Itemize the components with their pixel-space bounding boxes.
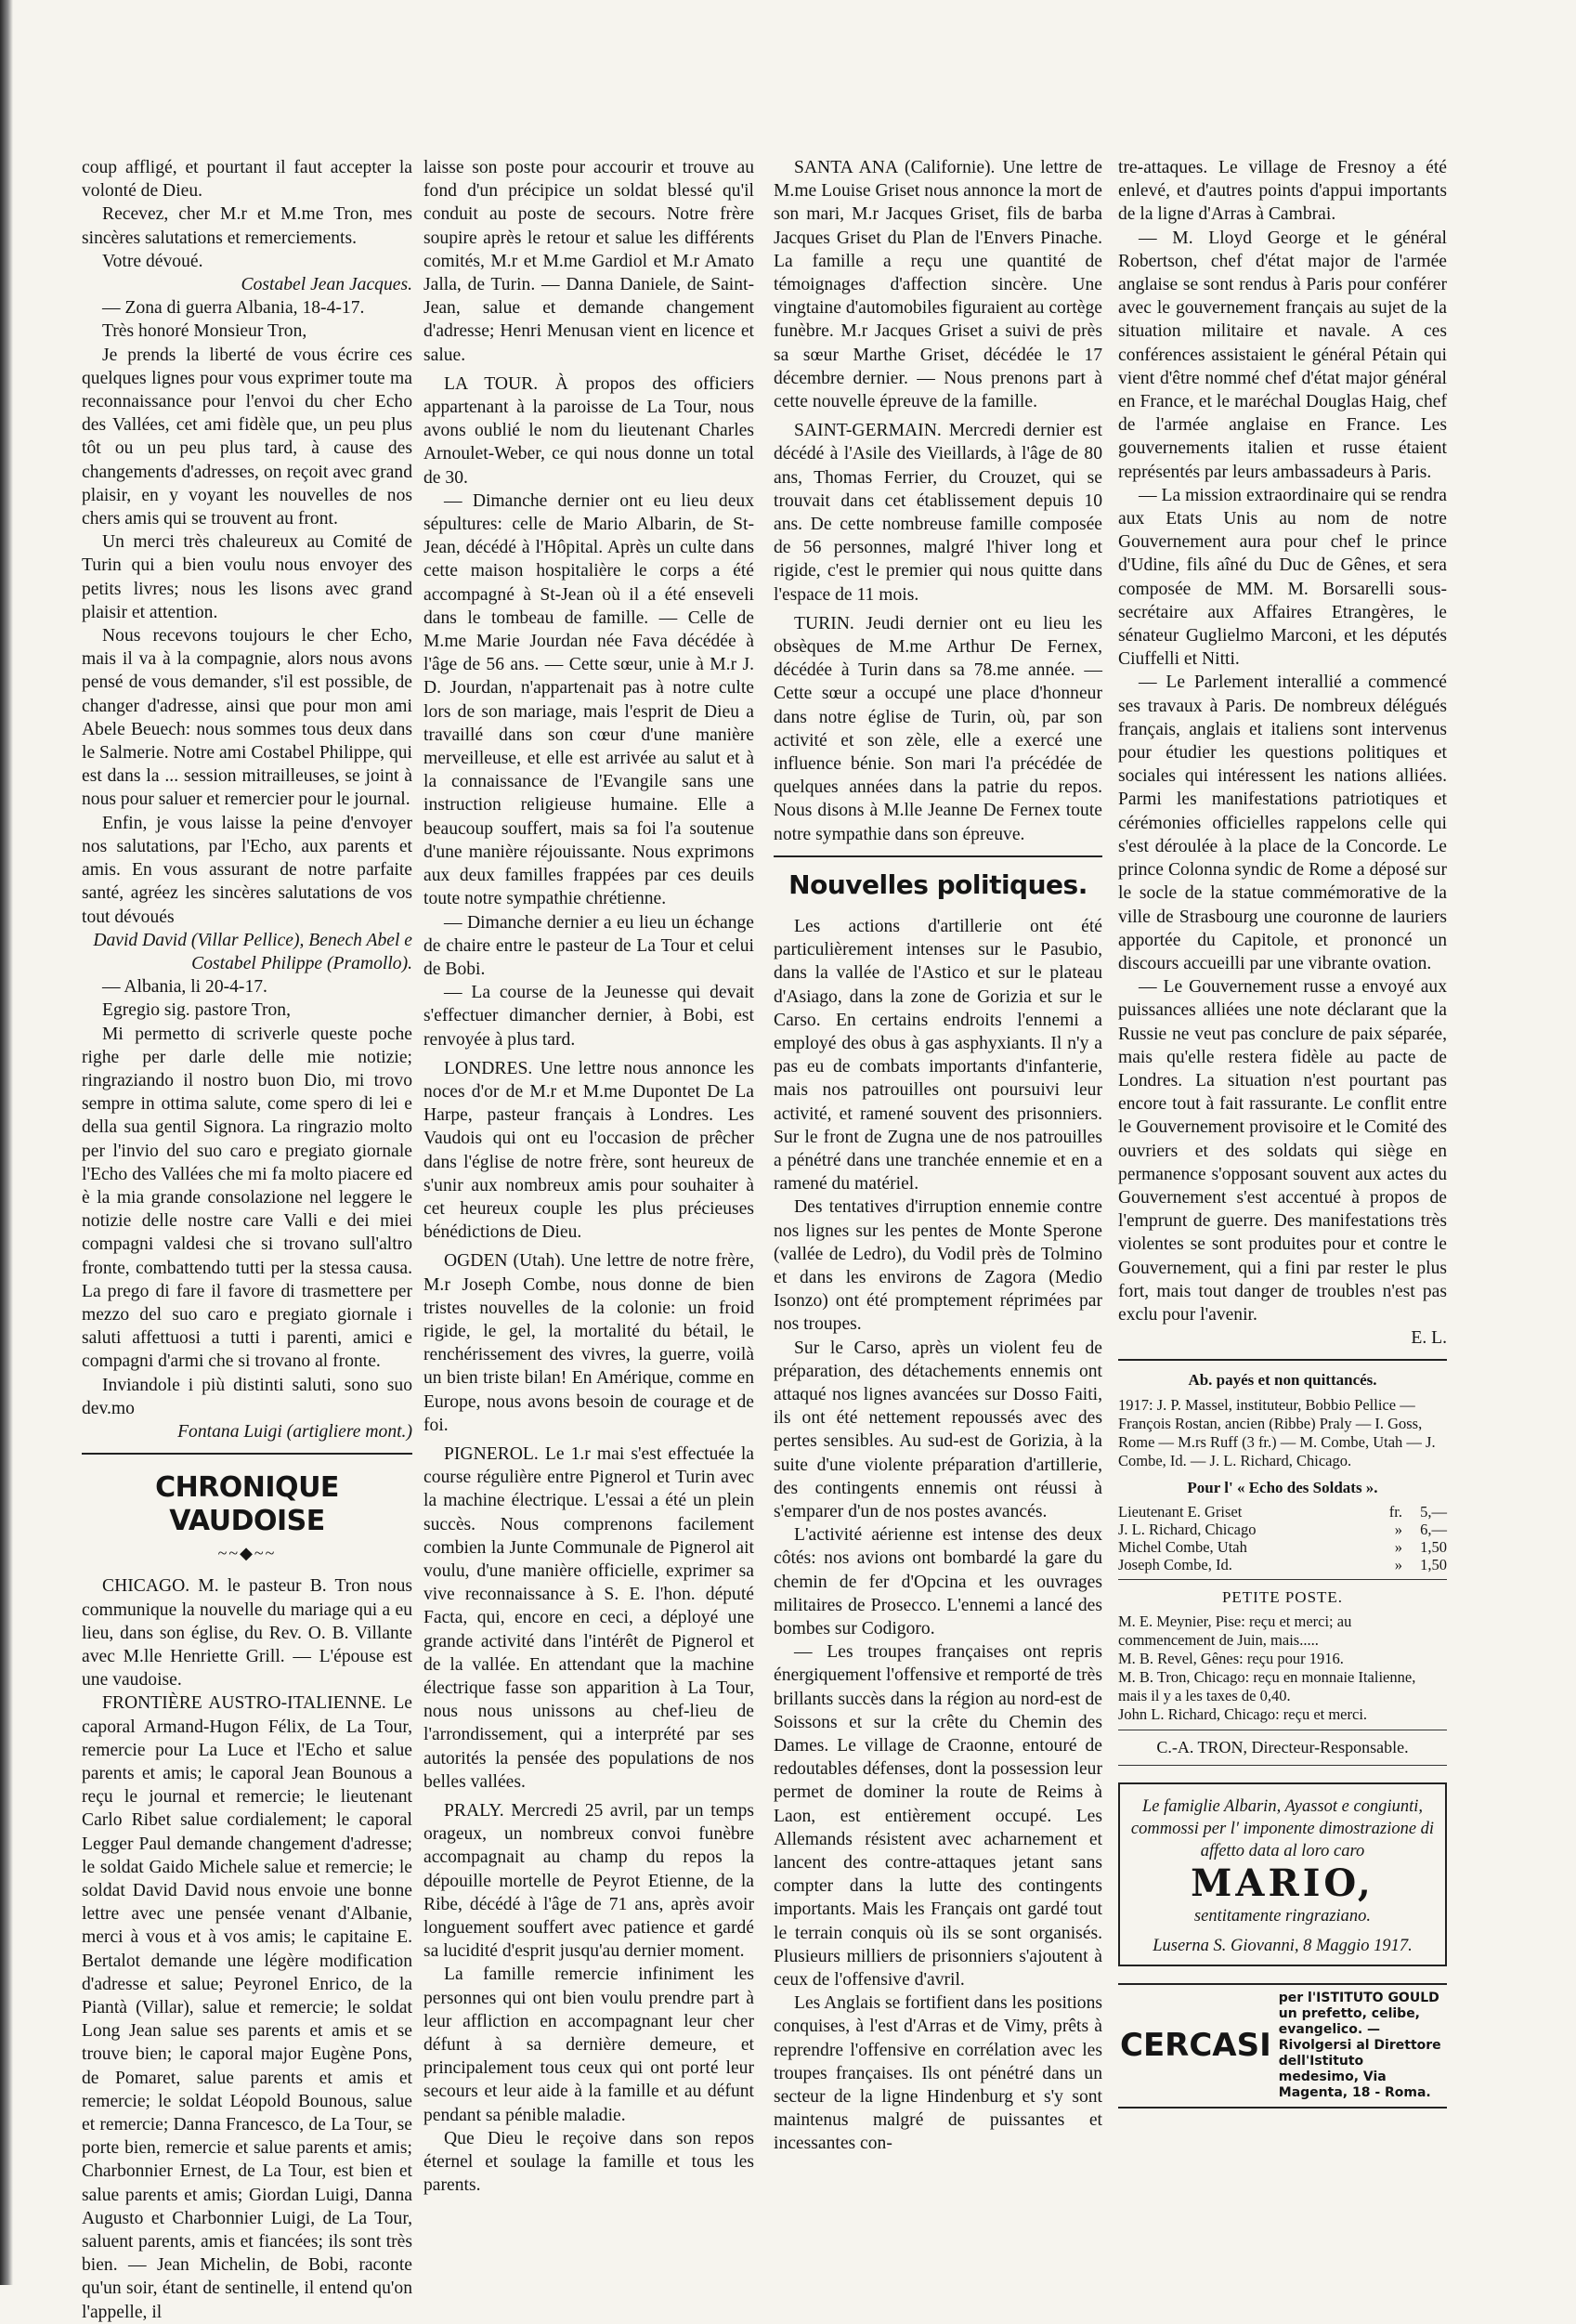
list-item: M. B. Tron, Chicago: reçu en monnaie Italienne, mais il y a les taxes de 0,40.: [1118, 1667, 1416, 1704]
signature: E. L.: [1411, 1328, 1447, 1349]
paragraph: Sur le Carso, après un violent feu de préparation, des détachements ennemis ont attaqué nos lignes avancées sur Dosso Faiti, ils ont été nettement repoussés avec des pertes sensibles. Au sud-est de Gorizia, à la suite d'une violente préparation d'artillerie, des contingents ennemis ont réussi à s'emparer d'un de nos postes avancés.: [774, 1338, 1102, 1521]
director-line: C.-A. TRON, Directeur-Responsable.: [1156, 1737, 1409, 1756]
paragraph: PIGNEROL. Le 1.r mai s'est effectuée la course régulière entre Pignerol et Turin avec la machine électrique. L'essai a été un plein succès. Nous comprenons facilement combien la Junte Communale de Pignerol ait voulu, d'une manière officielle, exprimer sa vive reconnaissance à S. E. l'hon. député Facta, qui, encore en ceci, a déployé une grande activité dans l'intérêt de Pignerol et de la vallée. En attendant que la machine électrique fasse son apparition à La Tour, nous nous unissons au chef-lieu de l'arrondissement, qui a interprété par ses autorités la pensée des populations de nos belles vallées.: [423, 1443, 754, 1792]
divider: [774, 855, 1102, 857]
column-3: [774, 156, 1102, 2156]
echo-soldats-heading: Pour l' « Echo des Soldats ».: [1187, 1478, 1378, 1496]
petite-poste-list: [1118, 1612, 1447, 1724]
cercasi-text: per l'ISTITUTO GOULD un prefetto, celibe, evangelico. — Rivolgersi al Direttore dell'Istituto medesimo, Via Magenta, 18 - Roma.: [1278, 1991, 1441, 2101]
paragraph: SAINT-GERMAIN. Mercredi dernier est décédé à l'Asile des Vieillards, à l'âge de 80 ans, Thomas Ferrier, du Crouzet, qui se trouvait dans cet établissement depuis 10 ans. De cette nombreuse famille composée de 56 personnes, malgré l'hiver long et rigide, c'est le premier qui nous quitte dans l'espace de 11 mois.: [774, 421, 1102, 605]
salutation: Très honoré Monsieur Tron,: [102, 321, 307, 342]
paragraph: — Le Parlement interallié a commencé ses travaux à Paris. De nombreux délégués français, anglais et italiens sont intervenus pour étudier les questions politiques et sociales qui intéressent les nations alliées. Parmi les manifestations patriotiques et cérémonies officielles rappelons celle qui s'est déroulée à la place de la Concorde. Le prince Colonna syndic de Rome a déposé sur le socle de la statue commémorative de la ville de Strasbourg une couronne de lauriers apportée du Capitole, et prononcé un discours accueilli par une vibrante ovation.: [1118, 672, 1447, 973]
subscriptions-list: 1917: J. P. Massel, instituteur, Bobbio Pellice — François Rostan, ancien (Ribbe) Praly — I. Goss, Rome — M.rs Ruff (3 fr.) — M. Combe, Utah — J. Combe, Id. — J. L. Richard, Chicago.: [1118, 1395, 1436, 1469]
page-edge-shadow: [0, 0, 13, 2285]
list-item: Joseph Combe, Id. » 1,50: [1118, 1555, 1447, 1573]
paragraph: CHICAGO. M. le pasteur B. Tron nous communique la nouvelle du mariage qui a eu lieu, dans son église, du Rev. O. B. Villante avec M.lle Henriette Grill. — L'épouse est une vaudoise.: [82, 1576, 412, 1691]
paragraph: — Les troupes françaises ont repris énergiquement l'offensive et remporté de très brillants succès dans la région au nord-est de Soissons et sur la crête du Chemin des Dames. Le village de Craonne, entouré de redoutables défenses, dont la possession leur permet de dominer la route de Reims à Laon, est entièrement occupé. Les Allemands résistent avec acharnement et lancent des contre-attaques jetant sans compter dans la lutte des contingents importants. Mais les Français ont gardé tout le terrain conquis où ils se sont organisés. Plusieurs milliers de prisonniers s'ajoutent à ceux de l'offensive d'avril.: [774, 1642, 1102, 1991]
paragraph: — La course de la Jeunesse qui devait s'effectuer dimancher dernier, à Bobi, est renvoyée à plus tard.: [423, 983, 754, 1050]
divider: [1118, 1579, 1447, 1580]
signature: David David (Villar Pellice), Benech Abel e Costabel Philippe (Pramollo).: [93, 930, 412, 973]
column-4: [1118, 156, 1447, 2109]
paragraph: — La mission extraordinaire qui se rendra aux Etats Unis au nom de notre Gouvernement aura pour chef le prince d'Udine, fils aîné du Duc de Gênes, et sera composée de MM. M. Borsarelli sous-secrétaire aux Affaires Etrangères, le sénateur Guglielmo Marconi, et les députés Ciuffelli et Nitti.: [1118, 485, 1447, 670]
donations-list: [1118, 1503, 1447, 1573]
cercasi-ad: [1118, 1983, 1447, 2109]
paragraph: laisse son poste pour accourir et trouve au fond d'un précipice un soldat blessé qu'il conduit au poste de secours. Notre frère soupire après le retour et salue les différents comités, M.r et M.me Gardiol et M.r Amato Jalla, de Turin. — Danna Daniele, de Saint-Jean, salue et demande changement d'adresse; Henri Menusan vient en licence et salue.: [423, 158, 754, 365]
ornament-icon: ~~◆~~: [217, 1544, 277, 1563]
divider: [1118, 1765, 1447, 1766]
paragraph: Je prends la liberté de vous écrire ces quelques lignes pour vous exprimer toute ma reconnaissance pour l'envoi du cher Echo des Vallées, cet ami fidèle que, un peu plus tôt ou un peu plus tard, à cause des changements d'adresses, on reçoit avec grand plaisir, en y voyant les nouvelles de nos chers amis qui se trouvent au front.: [82, 345, 412, 529]
paragraph: Recevez, cher M.r et M.me Tron, mes sincères salutations et remerciements.: [82, 204, 412, 248]
paragraph: Les Anglais se fortifient dans les positions conquises, à l'est d'Arras et de Vimy, prêts à reprendre l'offensive en corrélation avec les troupes françaises. Ils ont pénétré dans un secteur de la ligne Hindenburg et s'y sont maintenus malgré de puissantes et incessantes con-: [774, 1993, 1102, 2154]
paragraph: Que Dieu le reçoive dans son repos éternel et soulage la famille et tous les parents.: [423, 2128, 754, 2196]
divider: [1118, 1359, 1447, 1361]
list-item: John L. Richard, Chicago: reçu et merci.: [1118, 1704, 1368, 1723]
paragraph: Mi permetto di scriverle queste poche righe per darle delle mie notizie; ringraziando il nostro buon Dio, mi trovo sempre in ottima salute, come spero di lei e della sua gentil Signora. La ringrazio molto per l'invio del suo caro e pregiato giornale l'Echo des Vallées che mi fa molto piacere ed è la mia grande consolazione nel leggere le notizie delle nostre care Valli e dei miei compagni valdesi che si trovano sull'altro fronte, combattendo tutti per la stessa causa. La prego di fare il favore di trasmettere per mezzo del suo caro e pregiato giornale i saluti affettuosi a tutti i parenti, amici e compagni d'armi che si trovano al fronte.: [82, 1024, 412, 1372]
paragraph: TURIN. Jeudi dernier ont eu lieu les obsèques de M.me Arthur De Fernex, décédée à Turin dans sa 78.me année. — Cette sœur a occupé une place d'honneur dans notre église de Turin, où, par son activité et son zèle, elle a exercé une influence bénie. Son mari l'a précédée de quelques années dans la patrie du repos. Nous disons à M.lle Jeanne De Fernex toute notre sympathie dans son épreuve.: [774, 613, 1102, 844]
paragraph: Les actions d'artillerie ont été particulièrement intenses sur le Pasubio, dans la vallée de l'Astico et sur le plateau d'Asiago, dans la zone de Gorizia et sur le Carso. En certains endroits l'ennemi a employé des obus à gas asphyxiants. Il n'y a pas eu de combats importants d'infanterie, mais nos patrouilles ont poursuivi leur activité, et ramené souvent des prisonniers. Sur le front de Zugna une de nos patrouilles a pénétré dans une tranchée ennemie et en a ramené du matériel.: [774, 916, 1102, 1195]
paragraph: — Le Gouvernement russe a envoyé aux puissances alliées une note déclarant que la Russie ne veut pas conclure de paix séparée, mais qu'elle restera fidèle au pacte de Londres. La situation n'est pourtant pas encore tout à fait rassurante. Le conflit entre le Gouvernement provisoire et le Comité des ouvriers et des soldats qui siège en permanence s'opposant souvent aux actes du Gouvernement s'est accentué à propos de l'emprunt de guerre. Des manifestations très violentes se sont produites pour et contre le Gouvernement, qui a fini par rester le plus fort, mais tout danger de troubles n'est pas exclu pour l'avenir.: [1118, 977, 1447, 1325]
paragraph: PRALY. Mercredi 25 avril, par un temps orageux, un nombreux convoi funèbre accompagnait au champ du repos la dépouille mortelle de Peyrot Etienne, de la Ribe, décédé à l'âge de 71 ans, après avoir longuement souffert avec patience et gardé sa lucidité d'esprit jusqu'au dernier moment.: [423, 1801, 754, 1962]
divider: [82, 1453, 412, 1455]
paragraph: La famille remercie infiniment les personnes qui ont bien voulu prendre part à leur affliction en accompagnant leur cher défunt à sa dernière demeure, et principalement tous ceux qui ont porté leur secours et leur aide à la famille et au défunt pendant sa pénible maladie.: [423, 1965, 754, 2125]
subscriptions-heading: Ab. payés et non quittancés.: [1188, 1371, 1377, 1390]
signature: Fontana Luigi (artigliere mont.): [177, 1421, 412, 1442]
signature: Costabel Jean Jacques.: [241, 275, 412, 295]
paragraph: Des tentatives d'irruption ennemie contre nos lignes sur les pentes de Monte Sperone (vallée de Ledro), du Vodil près de Tolmino et dans les environs de Zagora (Medio Isonzo) ont été promptement réprimées par nos troupes.: [774, 1197, 1102, 1335]
paragraph: Inviandole i più distinti saluti, sono suo dev.mo: [82, 1375, 412, 1418]
paragraph: OGDEN (Utah). Une lettre de notre frère, M.r Joseph Combe, nous donne de bien tristes nouvelles de la colonie: un froid rigide, le gel, la mortalité du bétail, le renchérissement des vivres, la guerre, voilà un bien triste bilan! En Amérique, comme en Europe, nous avons besoin de courage et de foi.: [423, 1251, 754, 1435]
letter-dateline: — Albania, li 20-4-17.: [102, 977, 267, 998]
family-notice-place-date: Luserna S. Giovanni, 8 Maggio 1917.: [1153, 1937, 1413, 1956]
paragraph: LA TOUR. À propos des officiers appartenant à la paroisse de La Tour, nous avons oublié le nom du lieutenant Charles Arnoulet-Weber, ce qui nous donne un total de 30.: [423, 373, 754, 488]
family-notice-name: MARIO,: [1191, 1861, 1374, 1906]
paragraph: — Dimanche dernier ont eu lieu deux sépultures: celle de Mario Albarin, de St-Jean, décédé à l'Hôpital. Après un culte dans cette maison hospitalière le corps a été accompagné à St-Jean où il a été enseveli dans le tombeau de famille. — Celle de M.me Marie Jourdan née Fava décédée à l'âge de 56 ans. — Cette sœur, unie à M.r J. D. Jourdan, n'appartenait pas à notre culte lors de son mariage, mais l'esprit de Dieu a travaillé dans son cœur d'une manière merveilleuse, et elle est arrivée au salut et à la connaissance de l'Evangile sans une instruction religieuse humaine. Elle a beaucoup souffert, mais sa foi l'a soutenue d'une manière réjouissante. Nous exprimons aux deux familles frappées par ces deuils toute notre sympathie chrétienne.: [423, 490, 754, 909]
list-item: Lieutenant E. Griset fr. 5,—: [1118, 1502, 1447, 1521]
paragraph: — M. Lloyd George et le général Robertson, chef d'état major de l'armée anglaise se sont rendus à Paris pour conférer avec le gouvernement français au sujet de la situation militaire et navale. A ces conférences assistaient le général Pétain qui vient d'être nommé chef d'état major général en France, et le maréchal Douglas Haig, chef de l'armée anglaise en France. Les gouvernements italien et russe étaient représentés par leurs ambassadeurs à Paris.: [1118, 228, 1447, 482]
paragraph: Votre dévoué.: [102, 251, 203, 271]
list-item: M. E. Meynier, Pise: reçu et merci; au commencement de Juin, mais.....: [1118, 1612, 1352, 1649]
section-title-nouvelles: Nouvelles politiques.: [788, 868, 1088, 900]
list-item: J. L. Richard, Chicago » 6,—: [1118, 1520, 1447, 1538]
paragraph: Un merci très chaleureux au Comité de Turin qui a bien voulu nous envoyer des petits livres; nous les lisons avec grand plaisir et attention.: [82, 532, 412, 622]
letter-dateline: — Zona di guerra Albania, 18-4-17.: [102, 298, 365, 319]
paragraph: Nous recevons toujours le cher Echo, mais il va à la compagnie, alors nous avons pensé de vous demander, s'il est possible, de changer d'adresse, ainsi que pour mon ami Abele Beuech: nous sommes tous deux dans le Salmerie. Notre ami Costabel Philippe, qui est dans la ... session mitrailleuses, se joint à nous pour saluer et remercier pour le journal.: [82, 626, 412, 810]
paragraph: Enfin, je vous laisse la peine d'envoyer nos salutations, par l'Echo, aux parents et amis. En vous assurant de notre parfaite santé, agréez les sincères salutations de vos tout dévoués: [82, 813, 412, 927]
petite-poste-heading: PETITE POSTE.: [1221, 1587, 1344, 1606]
cercasi-word: CERCASI: [1120, 2027, 1271, 2065]
family-notice-text: Le famiglie Albarin, Ayassot e congiunti, commossi per l' imponente dimostrazione di affetto data al loro caro: [1130, 1797, 1435, 1861]
family-notice: [1118, 1782, 1447, 1966]
paragraph: tre-attaques. Le village de Fresnoy a été enlevé, et d'autres points d'appui importants de la ligne d'Arras à Cambrai.: [1118, 158, 1447, 225]
paragraph: coup affligé, et pourtant il faut accepter la volonté de Dieu.: [82, 158, 412, 202]
list-item: Michel Combe, Utah » 1,50: [1118, 1537, 1447, 1556]
column-1: [82, 156, 412, 2324]
family-notice-thanks: sentitamente ringraziano.: [1193, 1907, 1372, 1926]
paragraph: SANTA ANA (Californie). Une lettre de M.me Louise Griset nous annonce la mort de son mari, M.r Jacques Griset, fils de barba Jacques Griset du Plan de l'Envers Pinache. La famille a reçu une quantité de témoignages d'affection sincère. Une vingtaine d'automobiles figuraient au cortège funèbre. M.r Jacques Griset a suivi de près sa sœur Marthe Griset, décédée le 17 décembre dernier. — Nous prenons part à cette nouvelle épreuve de la famille.: [774, 158, 1102, 412]
paragraph: FRONTIÈRE AUSTRO-ITALIENNE. Le caporal Armand-Hugon Félix, de La Tour, remercie pour La Luce et l'Echo et salue parents et amis; le caporal Jean Bounous a reçu le journal et remercie; le lieutenant Carlo Ribet salue cordialement; le caporal Legger Paul demande changement d'adresse; le soldat Gaido Michele salue et remercie; le soldat David David nous envoie une bonne lettre avec une pensée venant d'Albanie, merci à vous et à vos amis; le capitaine E. Bertalot demande une légère modification d'adresse et salue; Peyronel Enrico, de la Piantà (Villar), salue et remercie; le soldat Long Jean salue ses parents et amis et se trouve bien; le caporal major Eugène Pons, de Pomaret, salue parents et amis et remercie; le soldat Léopold Bounous, salue et remercie; Danna Francesco, de La Tour, se porte bien, remercie et salue parents et amis; Charbonnier Ernest, de La Tour, est bien et salue parents et amis; Giordan Luigi, Danna Augusto et Charbonnier Luigi, de La Tour, saluent parents, amis et fiancées; ils sont très bien. — Jean Michelin, de Bobi, raconte qu'un soir, étant de sentinelle, il entend qu'on l'appelle, il: [82, 1693, 412, 2322]
paragraph: L'activité aérienne est intense des deux côtés: nos avions ont bombardé la gare du chemin de fer d'Opcina et les ouvrages militaires de Prosecco. L'ennemi a lancé des bombes sur Codigoro.: [774, 1525, 1102, 1639]
section-title-chronique: CHRONIQUE VAUDOISE: [155, 1471, 339, 1538]
paragraph: — Dimanche dernier a eu lieu un échange de chaire entre le pasteur de La Tour et celui de Bobi.: [423, 912, 754, 979]
salutation: Egregio sig. pastore Tron,: [102, 1000, 292, 1021]
paragraph: LONDRES. Une lettre nous annonce les noces d'or de M.r et M.me Dupontet De La Harpe, pasteur français à Londres. Les Vaudois qui ont eu l'occasion de prêcher dans l'église de notre frère, sont heureux de s'unir aux nombreux amis pour souhaiter à cet heureux couple les plus précieuses bénédictions de Dieu.: [423, 1058, 754, 1243]
column-2: [423, 156, 754, 2197]
list-item: M. B. Revel, Gênes: reçu pour 1916.: [1118, 1649, 1344, 1667]
